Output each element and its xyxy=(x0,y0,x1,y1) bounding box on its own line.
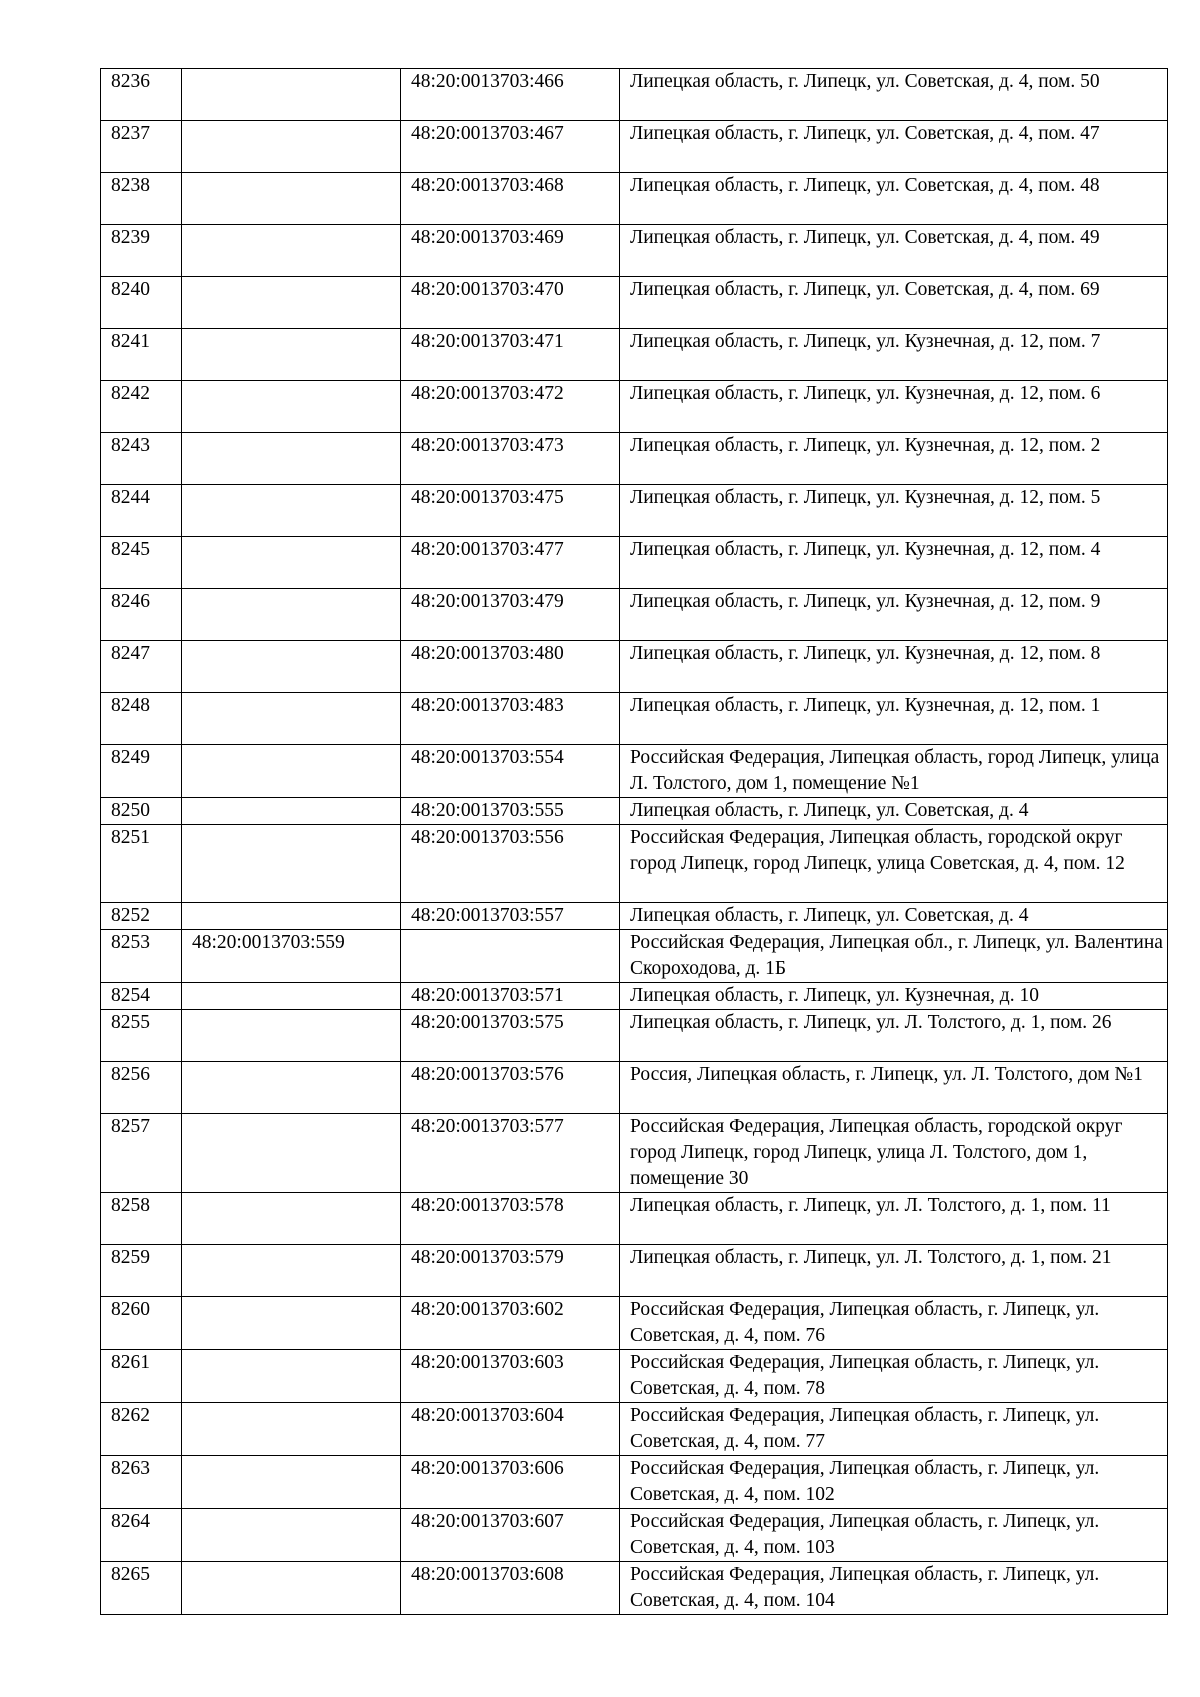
cadastral-number-cell: 48:20:0013703:466 xyxy=(401,69,620,121)
table-row xyxy=(101,433,1168,485)
row-number-cell: 8250 xyxy=(101,798,182,825)
address-cell: Липецкая область, г. Липецк, ул. Кузнечная, д. 12, пом. 4 xyxy=(620,537,1168,589)
parent-cadastral-cell xyxy=(182,745,401,798)
parent-cadastral-cell xyxy=(182,381,401,433)
parent-cadastral-cell xyxy=(182,641,401,693)
cadastral-number-cell: 48:20:0013703:607 xyxy=(401,1509,620,1562)
row-number-cell: 8251 xyxy=(101,825,182,903)
table-row xyxy=(101,225,1168,277)
table-row xyxy=(101,69,1168,121)
cadastral-number-cell: 48:20:0013703:577 xyxy=(401,1114,620,1193)
address-cell: Российская Федерация, Липецкая область, городской округ город Липецк, город Липецк, улица Советская, д. 4, пом. 12 xyxy=(620,825,1168,903)
table-row xyxy=(101,1350,1168,1403)
address-cell: Липецкая область, г. Липецк, ул. Кузнечная, д. 12, пом. 6 xyxy=(620,381,1168,433)
address-cell: Российская Федерация, Липецкая область, г. Липецк, ул. Советская, д. 4, пом. 76 xyxy=(620,1297,1168,1350)
address-cell: Липецкая область, г. Липецк, ул. Советская, д. 4, пом. 69 xyxy=(620,277,1168,329)
cadastral-number-cell: 48:20:0013703:468 xyxy=(401,173,620,225)
parent-cadastral-cell xyxy=(182,1403,401,1456)
table-row xyxy=(101,1114,1168,1193)
row-number-cell: 8239 xyxy=(101,225,182,277)
cadastral-number-cell: 48:20:0013703:475 xyxy=(401,485,620,537)
row-number-cell: 8247 xyxy=(101,641,182,693)
address-cell: Липецкая область, г. Липецк, ул. Кузнечная, д. 12, пом. 9 xyxy=(620,589,1168,641)
row-number-cell: 8248 xyxy=(101,693,182,745)
parent-cadastral-cell xyxy=(182,537,401,589)
table-row xyxy=(101,745,1168,798)
table-row xyxy=(101,1010,1168,1062)
cadastral-number-cell: 48:20:0013703:554 xyxy=(401,745,620,798)
parent-cadastral-cell xyxy=(182,1193,401,1245)
cadastral-number-cell xyxy=(401,930,620,983)
row-number-cell: 8254 xyxy=(101,983,182,1010)
parent-cadastral-cell xyxy=(182,1062,401,1114)
row-number-cell: 8261 xyxy=(101,1350,182,1403)
parent-cadastral-cell xyxy=(182,277,401,329)
cadastral-number-cell: 48:20:0013703:578 xyxy=(401,1193,620,1245)
cadastral-number-cell: 48:20:0013703:556 xyxy=(401,825,620,903)
address-cell: Липецкая область, г. Липецк, ул. Л. Толстого, д. 1, пом. 11 xyxy=(620,1193,1168,1245)
cadastral-number-cell: 48:20:0013703:557 xyxy=(401,903,620,930)
address-cell: Липецкая область, г. Липецк, ул. Кузнечная, д. 12, пом. 2 xyxy=(620,433,1168,485)
table-body xyxy=(101,69,1168,1615)
cadastral-number-cell: 48:20:0013703:608 xyxy=(401,1562,620,1615)
parent-cadastral-cell xyxy=(182,589,401,641)
cadastral-number-cell: 48:20:0013703:576 xyxy=(401,1062,620,1114)
parent-cadastral-cell xyxy=(182,825,401,903)
cadastral-number-cell: 48:20:0013703:604 xyxy=(401,1403,620,1456)
property-registry-table xyxy=(100,68,1168,1615)
table-row xyxy=(101,537,1168,589)
row-number-cell: 8237 xyxy=(101,121,182,173)
cadastral-number-cell: 48:20:0013703:472 xyxy=(401,381,620,433)
table-row xyxy=(101,589,1168,641)
cadastral-number-cell: 48:20:0013703:555 xyxy=(401,798,620,825)
table-row xyxy=(101,825,1168,903)
parent-cadastral-cell xyxy=(182,1562,401,1615)
cadastral-number-cell: 48:20:0013703:606 xyxy=(401,1456,620,1509)
address-cell: Липецкая область, г. Липецк, ул. Кузнечная, д. 12, пом. 5 xyxy=(620,485,1168,537)
table-row xyxy=(101,121,1168,173)
parent-cadastral-cell xyxy=(182,121,401,173)
table-row xyxy=(101,1403,1168,1456)
table-row xyxy=(101,1509,1168,1562)
table-row xyxy=(101,1456,1168,1509)
parent-cadastral-cell xyxy=(182,329,401,381)
table-row xyxy=(101,930,1168,983)
cadastral-number-cell: 48:20:0013703:477 xyxy=(401,537,620,589)
row-number-cell: 8256 xyxy=(101,1062,182,1114)
table-row xyxy=(101,641,1168,693)
parent-cadastral-cell xyxy=(182,983,401,1010)
parent-cadastral-cell xyxy=(182,173,401,225)
parent-cadastral-cell xyxy=(182,1297,401,1350)
row-number-cell: 8249 xyxy=(101,745,182,798)
table-row xyxy=(101,693,1168,745)
row-number-cell: 8245 xyxy=(101,537,182,589)
table-row xyxy=(101,798,1168,825)
address-cell: Российская Федерация, Липецкая область, г. Липецк, ул. Советская, д. 4, пом. 77 xyxy=(620,1403,1168,1456)
row-number-cell: 8242 xyxy=(101,381,182,433)
row-number-cell: 8243 xyxy=(101,433,182,485)
table-row xyxy=(101,381,1168,433)
row-number-cell: 8236 xyxy=(101,69,182,121)
parent-cadastral-cell xyxy=(182,1509,401,1562)
cadastral-number-cell: 48:20:0013703:602 xyxy=(401,1297,620,1350)
address-cell: Российская Федерация, Липецкая область, городской округ город Липецк, город Липецк, улица Л. Толстого, дом 1, помещение 30 xyxy=(620,1114,1168,1193)
row-number-cell: 8244 xyxy=(101,485,182,537)
cadastral-number-cell: 48:20:0013703:467 xyxy=(401,121,620,173)
address-cell: Липецкая область, г. Липецк, ул. Советская, д. 4, пом. 47 xyxy=(620,121,1168,173)
table-row xyxy=(101,329,1168,381)
row-number-cell: 8240 xyxy=(101,277,182,329)
table-row xyxy=(101,1193,1168,1245)
cadastral-number-cell: 48:20:0013703:470 xyxy=(401,277,620,329)
cadastral-number-cell: 48:20:0013703:579 xyxy=(401,1245,620,1297)
address-cell: Липецкая область, г. Липецк, ул. Кузнечная, д. 12, пом. 1 xyxy=(620,693,1168,745)
row-number-cell: 8257 xyxy=(101,1114,182,1193)
parent-cadastral-cell xyxy=(182,1350,401,1403)
row-number-cell: 8241 xyxy=(101,329,182,381)
cadastral-number-cell: 48:20:0013703:603 xyxy=(401,1350,620,1403)
table-row xyxy=(101,983,1168,1010)
row-number-cell: 8255 xyxy=(101,1010,182,1062)
cadastral-number-cell: 48:20:0013703:469 xyxy=(401,225,620,277)
cadastral-number-cell: 48:20:0013703:471 xyxy=(401,329,620,381)
parent-cadastral-cell xyxy=(182,69,401,121)
parent-cadastral-cell xyxy=(182,225,401,277)
row-number-cell: 8253 xyxy=(101,930,182,983)
address-cell: Липецкая область, г. Липецк, ул. Л. Толстого, д. 1, пом. 21 xyxy=(620,1245,1168,1297)
table-row xyxy=(101,173,1168,225)
address-cell: Российская Федерация, Липецкая область, город Липецк, улица Л. Толстого, дом 1, помещение №1 xyxy=(620,745,1168,798)
parent-cadastral-cell xyxy=(182,798,401,825)
parent-cadastral-cell: 48:20:0013703:559 xyxy=(182,930,401,983)
cadastral-number-cell: 48:20:0013703:473 xyxy=(401,433,620,485)
address-cell: Липецкая область, г. Липецк, ул. Советская, д. 4 xyxy=(620,798,1168,825)
table-row xyxy=(101,277,1168,329)
address-cell: Липецкая область, г. Липецк, ул. Советская, д. 4 xyxy=(620,903,1168,930)
row-number-cell: 8258 xyxy=(101,1193,182,1245)
parent-cadastral-cell xyxy=(182,1114,401,1193)
address-cell: Липецкая область, г. Липецк, ул. Кузнечная, д. 12, пом. 8 xyxy=(620,641,1168,693)
row-number-cell: 8265 xyxy=(101,1562,182,1615)
address-cell: Российская Федерация, Липецкая область, г. Липецк, ул. Советская, д. 4, пом. 104 xyxy=(620,1562,1168,1615)
address-cell: Российская Федерация, Липецкая область, г. Липецк, ул. Советская, д. 4, пом. 103 xyxy=(620,1509,1168,1562)
address-cell: Россия, Липецкая область, г. Липецк, ул. Л. Толстого, дом №1 xyxy=(620,1062,1168,1114)
parent-cadastral-cell xyxy=(182,1456,401,1509)
row-number-cell: 8259 xyxy=(101,1245,182,1297)
address-cell: Липецкая область, г. Липецк, ул. Советская, д. 4, пом. 48 xyxy=(620,173,1168,225)
row-number-cell: 8238 xyxy=(101,173,182,225)
table-row xyxy=(101,1062,1168,1114)
row-number-cell: 8260 xyxy=(101,1297,182,1350)
cadastral-number-cell: 48:20:0013703:483 xyxy=(401,693,620,745)
address-cell: Липецкая область, г. Липецк, ул. Кузнечная, д. 10 xyxy=(620,983,1168,1010)
cadastral-number-cell: 48:20:0013703:480 xyxy=(401,641,620,693)
parent-cadastral-cell xyxy=(182,693,401,745)
address-cell: Липецкая область, г. Липецк, ул. Кузнечная, д. 12, пом. 7 xyxy=(620,329,1168,381)
row-number-cell: 8246 xyxy=(101,589,182,641)
parent-cadastral-cell xyxy=(182,433,401,485)
table-row xyxy=(101,1562,1168,1615)
address-cell: Российская Федерация, Липецкая обл., г. Липецк, ул. Валентина Скороходова, д. 1Б xyxy=(620,930,1168,983)
parent-cadastral-cell xyxy=(182,1245,401,1297)
table-row xyxy=(101,903,1168,930)
cadastral-number-cell: 48:20:0013703:479 xyxy=(401,589,620,641)
parent-cadastral-cell xyxy=(182,1010,401,1062)
address-cell: Российская Федерация, Липецкая область, г. Липецк, ул. Советская, д. 4, пом. 102 xyxy=(620,1456,1168,1509)
table-row xyxy=(101,485,1168,537)
address-cell: Российская Федерация, Липецкая область, г. Липецк, ул. Советская, д. 4, пом. 78 xyxy=(620,1350,1168,1403)
cadastral-number-cell: 48:20:0013703:575 xyxy=(401,1010,620,1062)
cadastral-number-cell: 48:20:0013703:571 xyxy=(401,983,620,1010)
parent-cadastral-cell xyxy=(182,485,401,537)
address-cell: Липецкая область, г. Липецк, ул. Л. Толстого, д. 1, пом. 26 xyxy=(620,1010,1168,1062)
parent-cadastral-cell xyxy=(182,903,401,930)
row-number-cell: 8252 xyxy=(101,903,182,930)
address-cell: Липецкая область, г. Липецк, ул. Советская, д. 4, пом. 50 xyxy=(620,69,1168,121)
row-number-cell: 8264 xyxy=(101,1509,182,1562)
row-number-cell: 8262 xyxy=(101,1403,182,1456)
table-row xyxy=(101,1245,1168,1297)
address-cell: Липецкая область, г. Липецк, ул. Советская, д. 4, пом. 49 xyxy=(620,225,1168,277)
row-number-cell: 8263 xyxy=(101,1456,182,1509)
table-row xyxy=(101,1297,1168,1350)
